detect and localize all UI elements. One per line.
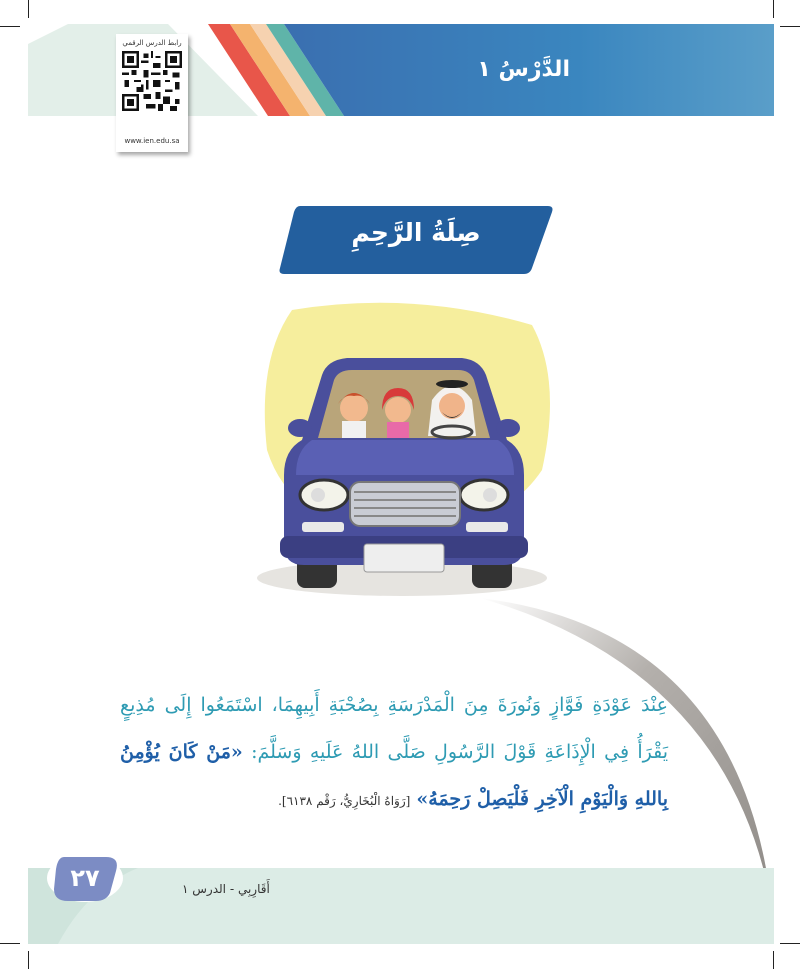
qr-code-card[interactable]	[116, 34, 188, 152]
topic-title: صِلَةُ الرَّحِمِ	[351, 218, 481, 247]
crop-mark	[773, 0, 774, 18]
crop-mark	[780, 26, 800, 27]
crop-mark	[780, 943, 800, 944]
crop-mark	[0, 943, 20, 944]
footer-label: أَقَارِبِي - الدرس ١	[182, 882, 270, 896]
footer-band	[28, 868, 774, 944]
lesson-title: الدَّرْسُ ١	[477, 57, 570, 82]
paragraph-intro: عِنْدَ عَوْدَةِ فَوَّازٍ وَنُورَةَ مِنَ الْمَدْرَسَةِ بِصُحْبَةِ أَبِيهِمَا، اسْتَمَعُوا إِلَى مُذِيعٍ يَقْرَأُ فِي الْإِذَاعَةِ قَوْلَ الرَّسُولِ صَلَّى اللهُ عَلَيهِ وَسَلَّمَ:	[120, 694, 668, 763]
qr-url: www.ien.edu.sa	[124, 137, 180, 145]
hadith-citation: [رَوَاهُ الْبُخَارِيُّ، رَقْم ٦١٣٨].	[278, 794, 411, 808]
qr-caption: رابط الدرس الرقمي	[122, 39, 182, 47]
crop-mark	[773, 951, 774, 969]
crop-mark	[28, 0, 29, 18]
crop-mark	[28, 951, 29, 969]
page-number: ٢٧	[70, 864, 100, 892]
lesson-paragraph	[120, 682, 668, 825]
family-car-illustration	[252, 300, 572, 600]
qr-code-icon	[122, 51, 182, 111]
crop-mark	[0, 26, 20, 27]
hadith-quote: «مَنْ كَانَ يُؤْمِنُ بِاللهِ وَالْيَوْمِ الْآخِرِ فَلْيَصِلْ رَحِمَهُ»	[120, 741, 668, 810]
